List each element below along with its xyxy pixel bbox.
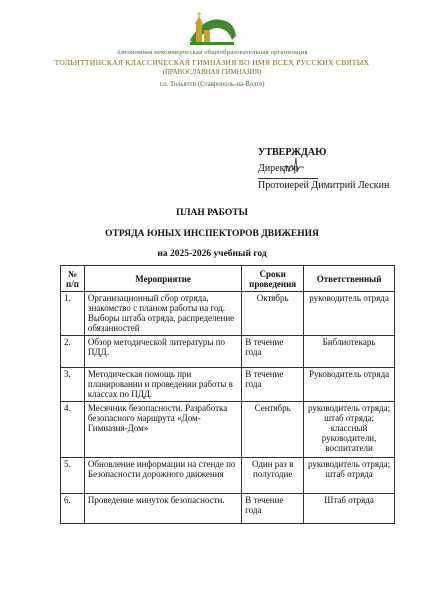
- row-event: Проведение минуток безопасности.: [84, 494, 241, 524]
- approval-heading: УТВЕРЖДАЮ: [258, 147, 327, 158]
- header-term: Сроки проведения: [242, 266, 304, 292]
- organization-name: ТОЛЬЯТТИНСКАЯ КЛАССИЧЕСКАЯ ГИМНАЗИЯ ВО ИМЯ ВСЕХ РУССКИХ СВЯТЫХ: [54, 58, 370, 67]
- plan-year: на 2025-2026 учебный год: [157, 249, 267, 259]
- signature: [280, 150, 310, 180]
- gymnasium-logo: [186, 10, 238, 48]
- table-row: [61, 494, 395, 524]
- table-row: [61, 336, 395, 368]
- row-responsible: Штаб отряда: [304, 494, 395, 524]
- header-number: № п/п: [61, 266, 85, 292]
- row-number: 5.: [61, 458, 85, 494]
- row-term: В течение года: [242, 368, 304, 402]
- row-event: Обновление информации на стенде по Безопасности дорожного движения: [84, 458, 241, 494]
- row-event: Обзор методической литературы по ПДД.: [84, 336, 241, 368]
- row-responsible: руководитель отряда; штаб отряда; классный руководители, воспитатели: [304, 402, 395, 458]
- header-responsible: Ответственный: [304, 266, 395, 292]
- row-number: 1.: [61, 292, 85, 336]
- row-responsible: руководитель отряда: [304, 292, 395, 336]
- row-responsible: руководитель отряда; штаб отряда: [304, 458, 395, 494]
- header-event: Мероприятие: [84, 266, 241, 292]
- row-responsible: Руководитель отряда: [304, 368, 395, 402]
- organization-city: г.о. Тольятти (Ставрополь-на-Волге): [159, 81, 265, 88]
- table-header-row: [61, 266, 395, 292]
- table-row: [61, 368, 395, 402]
- organization-subtitle: (ПРАВОСЛАВНАЯ ГИМНАЗИЯ): [162, 69, 262, 76]
- director-name: Протоиерей Димитрий Лескин: [258, 180, 390, 191]
- row-term: Один раз в полугодие: [242, 458, 304, 494]
- row-number: 4.: [61, 402, 85, 458]
- approval-position: Директор: [258, 163, 299, 174]
- row-responsible: Библиотекарь: [304, 336, 395, 368]
- row-number: 3.: [61, 368, 85, 402]
- plan-title: ПЛАН РАБОТЫ: [176, 208, 248, 218]
- row-term: Сентябрь: [242, 402, 304, 458]
- row-number: 2.: [61, 336, 85, 368]
- row-term: В течение года: [242, 494, 304, 524]
- plan-subtitle: ОТРЯДА ЮНЫХ ИНСПЕКТОРОВ ДВИЖЕНИЯ: [105, 229, 319, 239]
- row-event: Месячник безопасности. Разработка безопасного маршрута «Дом-Гимназия-Дом»: [84, 402, 241, 458]
- row-term: В течение года: [242, 336, 304, 368]
- table-row: [61, 402, 395, 458]
- organization-type: Автономная некоммерческая общеобразовательная организация: [116, 49, 308, 56]
- row-term: Октябрь: [242, 292, 304, 336]
- plan-table: [60, 265, 395, 524]
- table-row: [61, 458, 395, 494]
- row-number: 6.: [61, 494, 85, 524]
- table-row: [61, 292, 395, 336]
- row-event: Методическая помощь при планировании и проведении работы в классах по ПДД.: [84, 368, 241, 402]
- row-event: Организационный сбор отряда, знакомство с планом работы на год. Выборы штаба отряда, распределение обязанностей: [84, 292, 241, 336]
